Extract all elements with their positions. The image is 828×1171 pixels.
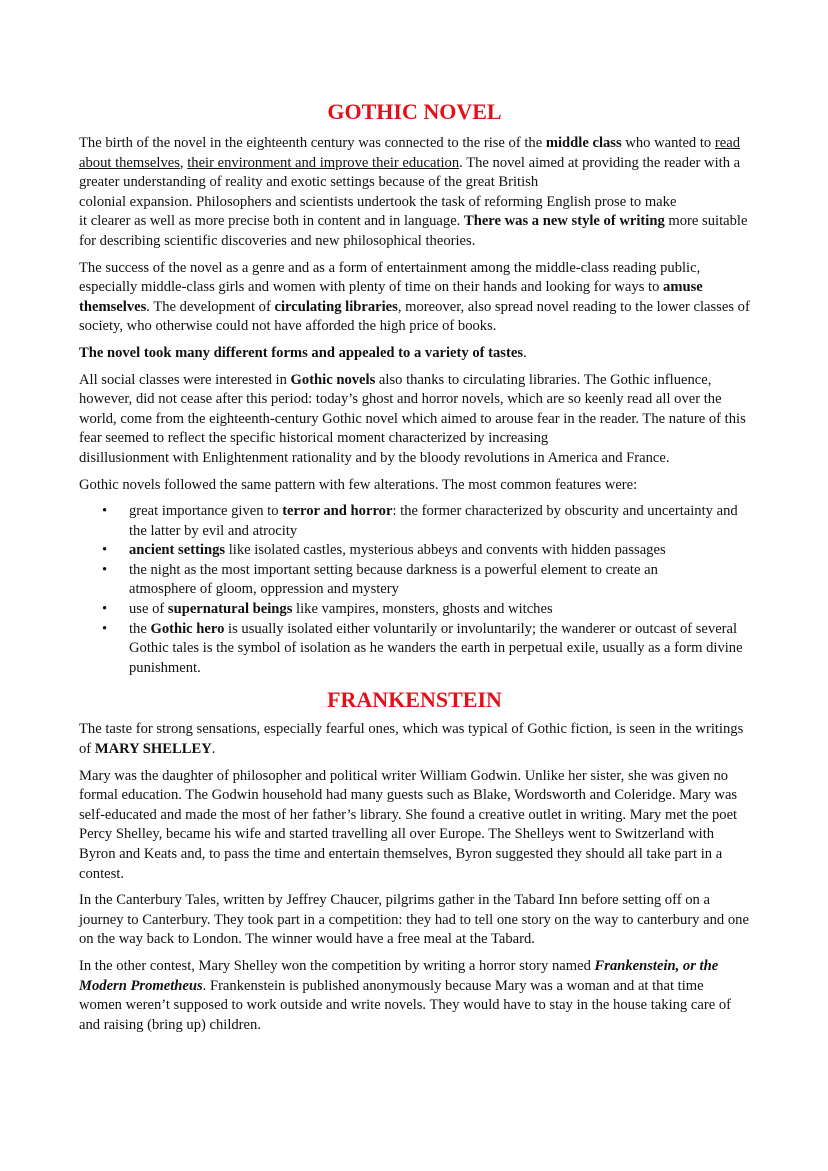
emphasized-text: circulating libraries bbox=[274, 298, 398, 315]
text-run: atmosphere of gloom, oppression and mystery bbox=[129, 581, 399, 598]
feature-list-item bbox=[129, 561, 750, 600]
text-run: . Frankenstein is published anonymously because Mary was a woman and at that time women weren’t supposed to work outside and write novels. They would have to stay in the house taking care of and raising (bring up) children. bbox=[79, 977, 731, 1033]
text-run: also thanks to circulating libraries. The Gothic influence, however, did not cease after this period: today’s ghost and horror novels, which are so keenly read all over the world, come from the eighteenth-century Gothic novel which aimed to arouse fear in the reader. The nature of this fear seemed to reflect the specific historical moment characterized by increasing bbox=[79, 371, 746, 447]
emphasized-text: Gothic novels bbox=[290, 371, 376, 388]
emphasized-text: amuse themselves bbox=[79, 279, 703, 315]
text-run: Gothic novels followed the same pattern with few alterations. The most common features were: bbox=[79, 476, 638, 493]
text-run: . bbox=[211, 741, 216, 758]
text-run: great importance given to bbox=[129, 503, 283, 520]
text-run: In the other contest, Mary Shelley won the competition by writing a horror story named bbox=[79, 957, 595, 974]
text-run: use of bbox=[129, 601, 168, 618]
emphasized-text: supernatural beings bbox=[167, 601, 293, 618]
text-run: Mary was the daughter of philosopher and political writer William Godwin. Unlike her sister, she was given no formal education. The Godwin household had many guests such as Blake, Wordsworth and Coleridge. Mary was self-educated and made the most of her father’s library. She found a creative outlet in writing. Mary met the poet Percy Shelley, became his wife and started travelling all over Europe. The Shelleys went to Switzerland with Byron and Keats and, to pass the time and entertain themselves, Byron suggested they should all take part in a contest. bbox=[79, 767, 738, 882]
text-run: like isolated castles, mysterious abbeys and convents with hidden passages bbox=[225, 542, 666, 559]
emphasized-text: Gothic hero bbox=[150, 620, 225, 637]
emphasized-text: There was a new style of writing bbox=[463, 213, 665, 230]
text-run: The success of the novel as a genre and as a form of entertainment among the middle-class reading public, especially middle-class girls and women with plenty of time on their hands and looking for ways to bbox=[79, 259, 701, 296]
feature-list-item bbox=[129, 502, 750, 541]
text-run: like vampires, monsters, ghosts and witches bbox=[292, 601, 553, 618]
text-run: . bbox=[523, 344, 527, 361]
text-run: In the Canterbury Tales, written by Jeffrey Chaucer, pilgrims gather in the Tabard Inn before setting off on a journey to Canterbury. They took part in a competition: they had to tell one story on the way to canterbury and one on the way back to London. The winner would have a free meal at the Tabard. bbox=[79, 892, 749, 948]
text-run: The birth of the novel in the eighteenth century was connected to the rise of the bbox=[79, 135, 546, 151]
section-title-frankenstein: FRANKENSTEIN bbox=[327, 687, 502, 713]
paragraph bbox=[79, 371, 750, 469]
paragraph bbox=[79, 767, 750, 885]
gothic-features-list bbox=[79, 502, 750, 678]
text-run: the bbox=[129, 620, 151, 637]
paragraph bbox=[79, 891, 750, 950]
feature-list-item bbox=[129, 600, 750, 620]
text-run: All social classes were interested in bbox=[79, 371, 291, 388]
paragraph bbox=[79, 134, 750, 252]
emphasized-text: ancient settings bbox=[129, 542, 226, 559]
paragraph bbox=[79, 259, 750, 337]
section-title-gothic-novel: GOTHIC NOVEL bbox=[327, 99, 502, 124]
text-run: The taste for strong sensations, especially fearful ones, which was typical of Gothic fiction, is seen in the writings of bbox=[79, 721, 744, 758]
text-run: who wanted to bbox=[621, 135, 715, 151]
text-run: : the former characterized by obscurity and uncertainty and the latter by evil and atrocity bbox=[129, 503, 738, 539]
text-run: . The development of bbox=[146, 298, 275, 315]
gothic-novel-body bbox=[79, 134, 750, 495]
emphasized-text: Frankenstein, or the Modern Prometheus bbox=[79, 957, 719, 994]
text-run: disillusionment with Enlightenment rationality and by the bloody revolutions in America and France. bbox=[79, 449, 670, 466]
feature-list-item bbox=[129, 620, 750, 679]
emphasized-text: The novel took many different forms and appealed to a variety of tastes bbox=[79, 344, 523, 361]
text-run: is usually isolated either voluntarily or involuntarily; the wanderer or outcast of several Gothic tales is the symbol of isolation as he wanders the earth in perpetual exile, usually as a form divine punishment. bbox=[129, 620, 743, 676]
paragraph bbox=[79, 957, 750, 1035]
text-run: more suitable for describing scientific discoveries and new philosophical theories. bbox=[79, 213, 748, 249]
emphasized-text: MARY SHELLEY bbox=[94, 741, 212, 758]
text-run: , moreover, also spread novel reading to the lower classes of society, who otherwise could not have afforded the high price of books. bbox=[79, 298, 750, 335]
emphasized-text: middle class bbox=[545, 135, 622, 151]
text-run: . The novel aimed at providing the reader with a greater understanding of reality and exotic settings because of the great British bbox=[79, 154, 741, 191]
feature-list-item bbox=[129, 541, 750, 561]
paragraph bbox=[79, 344, 750, 364]
frankenstein-body bbox=[79, 720, 750, 1035]
paragraph bbox=[79, 720, 750, 759]
text-run: , bbox=[179, 154, 188, 171]
emphasized-text: their environment and improve their education bbox=[187, 154, 460, 171]
text-run: colonial expansion. Philosophers and scientists undertook the task of reforming English prose to make bbox=[79, 193, 677, 210]
text-run: it clearer as well as more precise both in content and in language. bbox=[79, 213, 464, 230]
emphasized-text: read about themselves bbox=[79, 135, 741, 171]
paragraph bbox=[79, 476, 750, 496]
emphasized-text: terror and horror bbox=[282, 503, 393, 520]
text-run: the night as the most important setting because darkness is a powerful element to create an bbox=[129, 561, 658, 578]
